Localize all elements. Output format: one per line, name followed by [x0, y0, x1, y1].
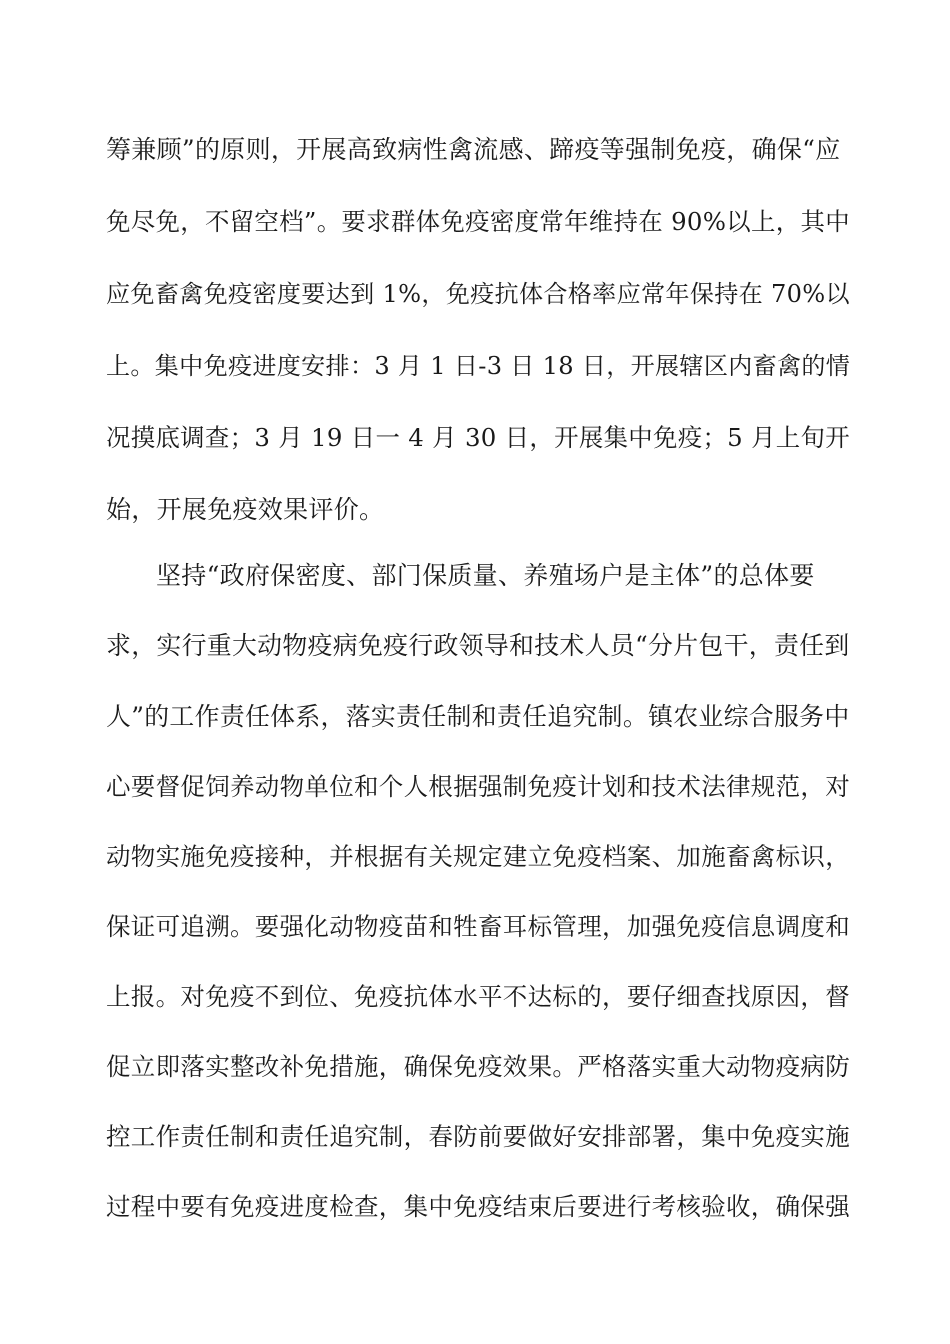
text-line: 求，实行重大动物疫病免疫行政领导和技术人员“分片包干，责任到 [106, 631, 850, 660]
text-line: 促立即落实整改补免措施，确保免疫效果。严格落实重大动物疫病防 [106, 1052, 850, 1081]
text-line: 心要督促饲养动物单位和个人根据强制免疫计划和技术法律规范，对 [106, 772, 850, 801]
text-line: 上。集中免疫进度安排：3 月 1 日-3 日 18 日，开展辖区内畜禽的情 [106, 352, 851, 380]
text-line: 况摸底调查；3 月 19 日一 4 月 30 日，开展集中免疫；5 月上旬开 [106, 423, 850, 452]
text-line: 人”的工作责任体系，落实责任制和责任追究制。镇农业综合服务中 [106, 702, 850, 731]
text-line: 控工作责任制和责任追究制，春防前要做好安排部署，集中免疫实施 [106, 1122, 850, 1151]
text-line: 过程中要有免疫进度检查，集中免疫结束后要进行考核验收，确保强 [106, 1192, 850, 1221]
text-line: 应免畜禽免疫密度要达到 1%，免疫抗体合格率应常年保持在 70%以 [106, 280, 850, 308]
text-line: 筹兼顾”的原则，开展高致病性禽流感、蹄疫等强制免疫，确保“应 [106, 135, 841, 164]
text-line: 始，开展免疫效果评价。 [106, 495, 385, 524]
text-line: 坚持“政府保密度、部门保质量、养殖场户是主体”的总体要 [156, 561, 815, 590]
text-line: 免尽免，不留空档”。要求群体免疫密度常年维持在 90%以上，其中 [106, 207, 850, 236]
text-line: 动物实施免疫接种，并根据有关规定建立免疫档案、加施畜禽标识， [106, 842, 850, 871]
text-line: 保证可追溯。要强化动物疫苗和牲畜耳标管理，加强免疫信息调度和 [106, 912, 850, 941]
text-line: 上报。对免疫不到位、免疫抗体水平不达标的，要仔细查找原因，督 [106, 982, 850, 1011]
